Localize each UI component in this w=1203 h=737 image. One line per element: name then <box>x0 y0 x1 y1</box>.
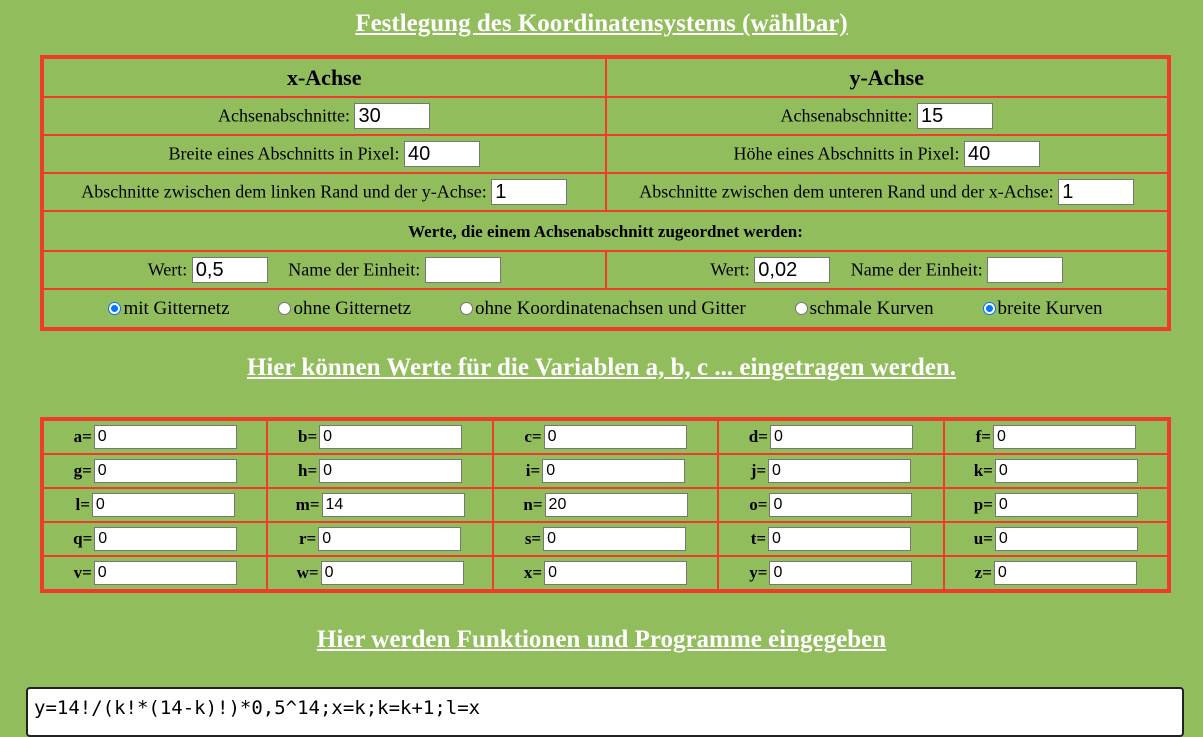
variable-input-m[interactable] <box>322 493 465 517</box>
variable-input-b[interactable] <box>319 425 462 449</box>
x-value-input[interactable] <box>192 257 268 283</box>
variable-label-j: j= <box>750 461 767 480</box>
x-offset-label: Abschnitte zwischen dem linken Rand und der y-Achse: <box>81 181 487 202</box>
variable-input-r[interactable] <box>318 527 461 551</box>
x-width-input[interactable] <box>404 141 480 167</box>
y-height-input[interactable] <box>964 141 1040 167</box>
variable-label-v: v= <box>73 563 92 582</box>
variables-row <box>42 522 1169 556</box>
grid-off-option[interactable]: ohne Gitternetz <box>278 298 411 320</box>
variable-input-j[interactable] <box>768 459 911 483</box>
variable-cell-r <box>267 522 492 556</box>
variable-label-d: d= <box>748 427 768 446</box>
variable-input-c[interactable] <box>544 425 687 449</box>
variable-label-f: f= <box>975 427 991 446</box>
y-unit-label: Name der Einheit: <box>850 259 983 280</box>
variable-input-x[interactable] <box>544 561 687 585</box>
variable-input-z[interactable] <box>994 561 1137 585</box>
y-offset-label: Abschnitte zwischen dem unteren Rand und der x-Achse: <box>639 181 1054 202</box>
variable-cell-y <box>718 556 943 591</box>
variable-label-y: y= <box>749 563 768 582</box>
variable-label-g: g= <box>73 461 92 480</box>
variable-label-z: z= <box>974 563 992 582</box>
variable-cell-t <box>718 522 943 556</box>
vars-heading: Hier können Werte für die Variablen a, b, c ... eingetragen werden. <box>246 354 956 381</box>
variable-cell-z <box>944 556 1169 591</box>
variable-cell-u <box>944 522 1169 556</box>
function-heading: Hier werden Funktionen und Programme eingegeben <box>316 626 887 653</box>
thin-curves-option[interactable]: schmale Kurven <box>795 298 934 320</box>
variable-label-u: u= <box>973 529 993 548</box>
variables-row <box>42 488 1169 522</box>
x-offset-input[interactable] <box>491 179 567 205</box>
variable-input-d[interactable] <box>770 425 913 449</box>
variable-cell-a <box>42 419 267 454</box>
variables-row <box>42 454 1169 488</box>
y-axis-heading: y-Achse <box>606 57 1170 97</box>
variable-label-t: t= <box>750 529 767 548</box>
variable-label-p: p= <box>973 495 993 514</box>
variables-row <box>42 419 1169 454</box>
variable-input-t[interactable] <box>768 527 911 551</box>
x-unit-label: Name der Einheit: <box>288 259 421 280</box>
variable-cell-k <box>944 454 1169 488</box>
variable-label-i: i= <box>525 461 541 480</box>
y-height-label: Höhe eines Abschnitts in Pixel: <box>733 143 960 164</box>
variable-cell-p <box>944 488 1169 522</box>
variable-label-n: n= <box>523 495 543 514</box>
function-input[interactable] <box>26 687 1184 737</box>
variable-cell-n <box>493 488 718 522</box>
grid-on-radio[interactable] <box>108 302 121 315</box>
variable-input-u[interactable] <box>995 527 1138 551</box>
variable-input-w[interactable] <box>321 561 464 585</box>
variable-cell-b <box>267 419 492 454</box>
coord-heading: Festlegung des Koordinatensystems (wählbar) <box>355 10 848 37</box>
variables-row <box>42 556 1169 591</box>
x-width-label: Breite eines Abschnitts in Pixel: <box>168 143 400 164</box>
x-sections-input[interactable] <box>354 103 430 129</box>
variable-input-f[interactable] <box>993 425 1136 449</box>
variable-label-q: q= <box>73 529 93 548</box>
variable-input-q[interactable] <box>94 527 237 551</box>
variable-label-s: s= <box>524 529 542 548</box>
y-sections-label: Achsenabschnitte: <box>780 105 913 126</box>
variable-input-i[interactable] <box>542 459 685 483</box>
variable-input-h[interactable] <box>319 459 462 483</box>
variable-label-h: h= <box>298 461 318 480</box>
variable-input-y[interactable] <box>769 561 912 585</box>
variable-input-p[interactable] <box>995 493 1138 517</box>
no-axes-option[interactable]: ohne Koordinatenachsen und Gitter <box>460 298 746 320</box>
variable-input-v[interactable] <box>94 561 237 585</box>
y-value-input[interactable] <box>754 257 830 283</box>
variable-label-l: l= <box>75 495 90 514</box>
axis-values-heading: Werte, die einem Achsenabschnitt zugeordnet werden: <box>42 211 1169 251</box>
x-sections-label: Achsenabschnitte: <box>218 105 350 126</box>
variable-cell-c <box>493 419 718 454</box>
variable-cell-h <box>267 454 492 488</box>
coord-settings-table <box>40 55 1171 331</box>
variable-label-w: w= <box>296 563 319 582</box>
variable-input-a[interactable] <box>94 425 237 449</box>
variable-cell-s <box>493 522 718 556</box>
function-input-text: y=14!/(k!*(14-k)!)*0,5^14;x=k;k=k+1;l=x <box>34 697 481 719</box>
variable-cell-o <box>718 488 943 522</box>
variable-cell-w <box>267 556 492 591</box>
y-value-label: Wert: <box>710 259 750 280</box>
x-value-label: Wert: <box>147 259 188 280</box>
variable-input-n[interactable] <box>545 493 688 517</box>
grid-on-option[interactable]: mit Gitternetz <box>108 298 229 320</box>
variable-cell-l <box>42 488 267 522</box>
grid-off-radio[interactable] <box>278 302 291 315</box>
variable-input-k[interactable] <box>995 459 1138 483</box>
variable-input-g[interactable] <box>94 459 237 483</box>
variable-input-o[interactable] <box>769 493 912 517</box>
variable-label-m: m= <box>295 495 320 514</box>
variable-input-l[interactable] <box>92 493 235 517</box>
variable-input-s[interactable] <box>543 527 686 551</box>
variable-label-c: c= <box>524 427 542 446</box>
variable-label-o: o= <box>749 495 768 514</box>
variable-cell-x <box>493 556 718 591</box>
x-axis-heading: x-Achse <box>42 57 606 97</box>
variable-cell-d <box>718 419 943 454</box>
y-sections-input[interactable] <box>917 103 993 129</box>
variable-label-k: k= <box>973 461 993 480</box>
variable-cell-f <box>944 419 1169 454</box>
variable-label-b: b= <box>298 427 318 446</box>
variable-label-x: x= <box>523 563 543 582</box>
y-offset-input[interactable] <box>1058 179 1134 205</box>
variable-cell-v <box>42 556 267 591</box>
variable-cell-i <box>493 454 718 488</box>
variable-label-r: r= <box>298 529 317 548</box>
variable-cell-m <box>267 488 492 522</box>
y-unit-input[interactable] <box>987 257 1063 283</box>
variable-cell-q <box>42 522 267 556</box>
thick-curves-radio[interactable] <box>983 302 996 315</box>
variable-cell-g <box>42 454 267 488</box>
x-unit-input[interactable] <box>425 257 501 283</box>
variable-label-a: a= <box>73 427 92 446</box>
display-options <box>44 298 1167 320</box>
variable-cell-j <box>718 454 943 488</box>
no-axes-radio[interactable] <box>460 302 473 315</box>
variables-table <box>40 417 1171 593</box>
thick-curves-option[interactable]: breite Kurven <box>983 298 1103 320</box>
thin-curves-radio[interactable] <box>795 302 808 315</box>
